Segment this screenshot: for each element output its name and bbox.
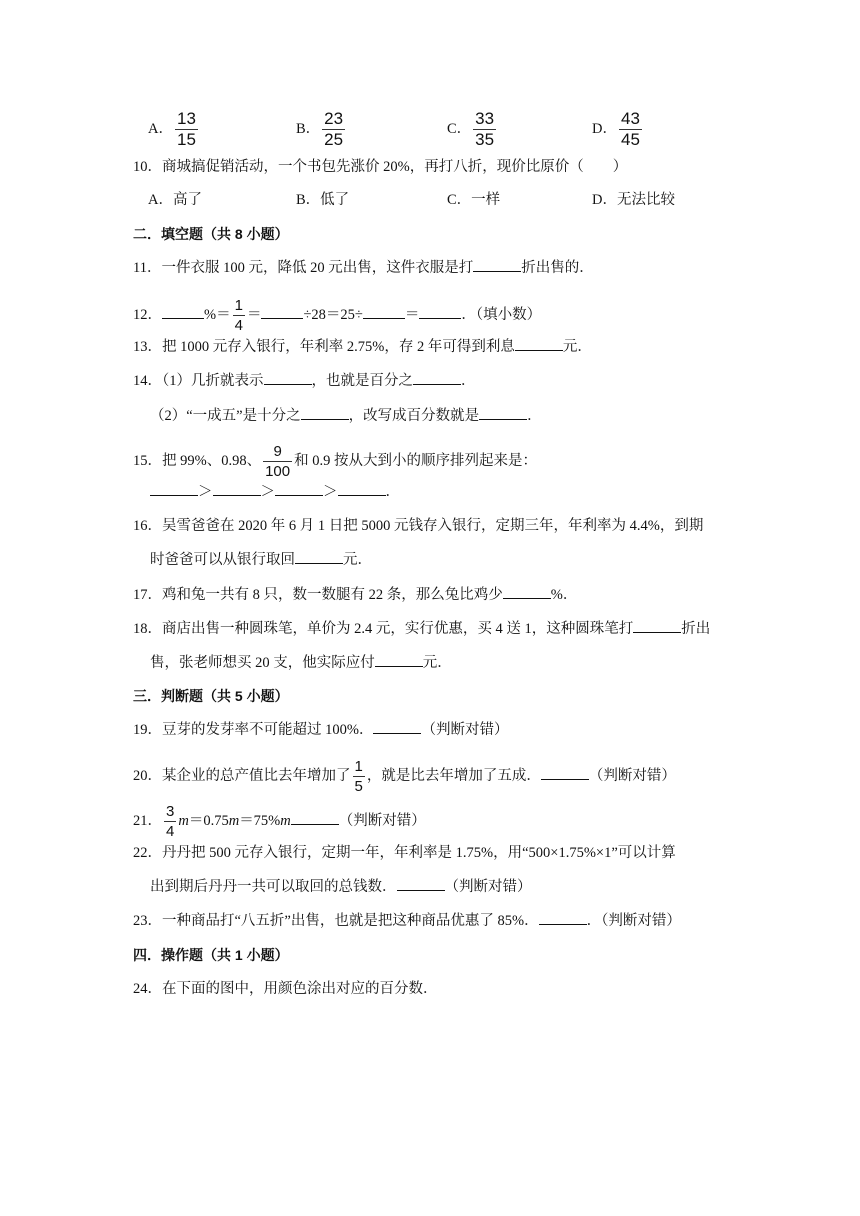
q10-option-b: B．低了 xyxy=(296,192,350,208)
question-12: 12． %＝ $\frac{1}{4}$ ＝ ÷28＝25÷ ＝ ．（填小数） xyxy=(133,297,542,334)
answer-blank xyxy=(541,767,589,780)
question-14-part-2: （2）“一成五”是十分之 ，改写成百分数就是 ． xyxy=(150,408,542,424)
answer-blank xyxy=(213,483,261,496)
question-19: 19．豆芽的发芽率不可能超过 100%． （判断对错） xyxy=(133,722,509,738)
fraction: $\frac{3}{4}$ xyxy=(166,803,175,840)
q10-option-d: D．无法比较 xyxy=(592,192,675,208)
fraction: $\frac{1}{5}$ xyxy=(354,758,363,795)
answer-blank xyxy=(539,912,587,925)
question-17: 17．鸡和兔一共有 8 只，数一数腿有 22 条，那么兔比鸡少 %． xyxy=(133,587,578,603)
fraction: $\frac{23}{25}$ xyxy=(324,109,344,149)
fraction: $\frac{43}{45}$ xyxy=(620,109,640,149)
answer-blank xyxy=(275,483,323,496)
answer-blank xyxy=(261,306,303,319)
question-16: 16．吴雪爸爸在 2020 年 6 月 1 日把 5000 元钱存入银行，定期三年，年利率为 4.4%，到期 xyxy=(133,518,704,534)
fraction: $\frac{33}{35}$ xyxy=(475,109,495,149)
answer-blank xyxy=(150,483,198,496)
question-20: 20．某企业的总产值比去年增加了 $\frac{1}{5}$ ，就是比去年增加了五成． （判断对错） xyxy=(133,758,676,795)
fraction: $\frac{13}{15}$ xyxy=(176,109,196,149)
question-18-cont: 售，张老师想买 20 支，他实际应付 元． xyxy=(150,655,452,671)
fraction: $\frac{1}{4}$ xyxy=(234,297,243,334)
answer-blank xyxy=(363,306,405,319)
question-13: 13．把 1000 元存入银行，年利率 2.75%，存 2 年可得到利息 元． xyxy=(133,339,592,355)
question-11: 11．一件衣服 100 元，降低 20 元出售，这件衣服是打 折出售的． xyxy=(133,260,594,276)
answer-blank xyxy=(162,306,204,319)
question-22-cont: 出到期后丹丹一共可以取回的总钱数． （判断对错） xyxy=(150,879,532,895)
question-15: 15．把 99%、0.98、 $\frac{9}{100}$ 和 0.9 按从大到小的顺序排列起来是： xyxy=(133,443,537,480)
section-2-heading: 二．填空题（共 8 小题） xyxy=(133,226,289,242)
answer-blank xyxy=(515,338,563,351)
fraction: $\frac{9}{100}$ xyxy=(265,443,291,480)
question-22: 22．丹丹把 500 元存入银行，定期一年，年利率是 1.75%，用“500×1.75%×1”可以计算 xyxy=(133,845,676,861)
answer-blank xyxy=(397,878,445,891)
answer-blank xyxy=(419,306,461,319)
question-10: 10．商城搞促销活动，一个书包先涨价 20%，再打八折，现价比原价（ ） xyxy=(133,159,628,175)
answer-blank xyxy=(503,586,551,599)
answer-blank xyxy=(473,259,521,272)
answer-blank xyxy=(264,372,312,385)
q9-option-b: B． $\frac{23}{25}$ xyxy=(296,109,344,149)
section-4-heading: 四．操作题（共 1 小题） xyxy=(133,947,289,963)
answer-blank xyxy=(301,407,349,420)
answer-blank xyxy=(338,483,386,496)
answer-blank xyxy=(633,620,681,633)
q10-option-a: A．高了 xyxy=(148,192,202,208)
answer-blank xyxy=(295,551,343,564)
question-18: 18．商店出售一种圆珠笔，单价为 2.4 元，实行优惠，买 4 送 1，这种圆珠笔打 折出 xyxy=(133,621,711,637)
question-23: 23．一种商品打“八五折”出售，也就是把这种商品优惠了 85%． ．（判断对错） xyxy=(133,913,681,929)
answer-blank xyxy=(291,812,339,825)
question-21: 21． $\frac{3}{4}$ m＝0.75m＝75%m （判断对错） xyxy=(133,803,426,840)
q9-option-a: A． $\frac{13}{15}$ xyxy=(148,109,196,149)
answer-blank xyxy=(375,654,423,667)
question-14-part-1: 14．（1）几折就表示 ，也就是百分之 ． xyxy=(133,373,476,389)
answer-blank xyxy=(413,372,461,385)
section-3-heading: 三．判断题（共 5 小题） xyxy=(133,688,289,704)
q10-option-c: C．一样 xyxy=(447,192,501,208)
question-15-answer-line: ＞ ＞ ＞ ． xyxy=(150,482,400,502)
question-24: 24．在下面的图中，用颜色涂出对应的百分数． xyxy=(133,981,438,997)
answer-blank xyxy=(373,721,421,734)
question-16-cont: 时爸爸可以从银行取回 元． xyxy=(150,552,372,568)
answer-blank xyxy=(479,407,527,420)
q9-option-c: C． $\frac{33}{35}$ xyxy=(447,109,495,149)
q9-option-d: D． $\frac{43}{45}$ xyxy=(592,109,640,149)
